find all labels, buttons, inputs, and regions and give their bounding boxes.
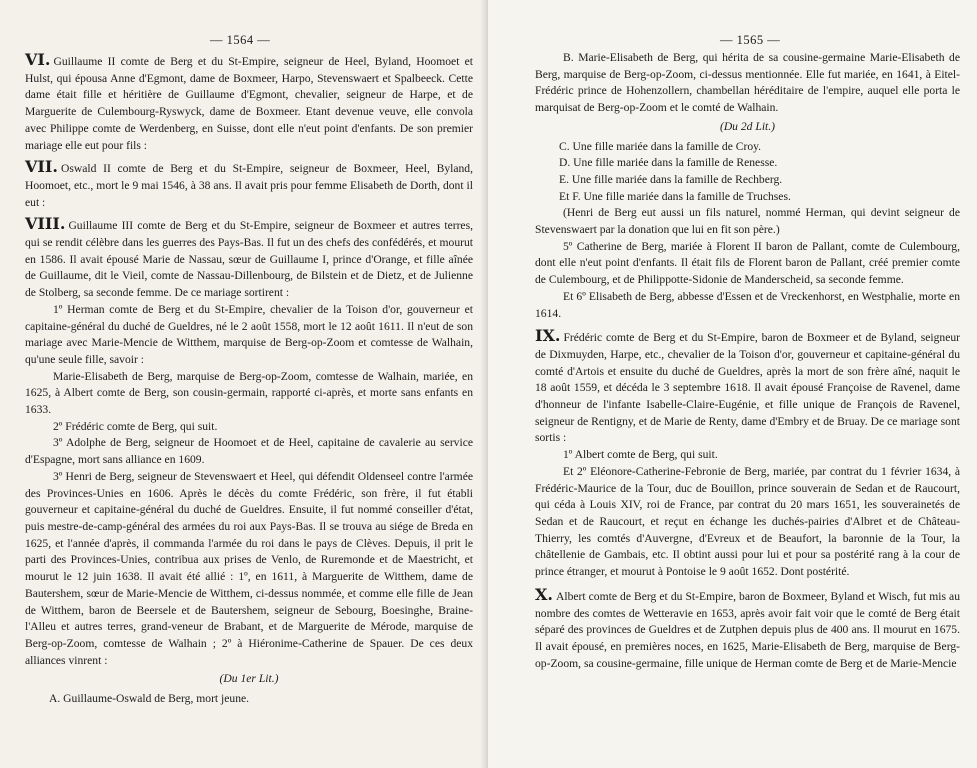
entry-x [535,584,960,673]
roman-numeral: VI. [25,50,51,69]
entry-vii [25,159,473,211]
paragraph: Marie-Elisabeth de Berg, marquise de Berg-op-Zoom, comtesse de Walhain, mariée, en 1625, à Albert comte de Berg, son cousin-germain, rapporté ci-après, et morte sans enfants en 1633. [25,369,473,417]
paragraph: (Henri de Berg eut aussi un fils naturel, nommé Herman, qui devint seigneur de Stevenswaert par la donation que lui en fit son père.) [535,206,960,237]
lit-heading: (Du 2d Lit.) [719,119,776,133]
list-item: C. Une fille mariée dans la famille de Croy. [559,139,762,153]
roman-numeral: X. [535,584,553,604]
list-item: E. Une fille mariée dans la famille de Rechberg. [559,172,783,186]
page-number-right: — 1565 — [720,33,781,47]
left-page [0,0,488,768]
right-page [488,0,977,768]
entry-text: Albert comte de Berg et du St-Empire, baron de Boxmeer, Byland et Wisch, fut mis au nombre des comtes de Wetteravie en 1653, après avoir fait voir que le comté de Berg était séparé des provinces de Gueldres et de Zutphen depuis plus de 400 ans. Il mourut en 1675. Il avait épousé, en premières noces, en 1625, Marie-Elisabeth de Berg, marquise de Berg-op-Zoom, sa cousine-germaine, fille unique de Herman comte de Berg et de Marie-Mencie [535,589,960,670]
roman-numeral: IX. [535,326,561,346]
entry-text: Guillaume II comte de Berg et du St-Empire, seigneur de Heel, Byland, Hoomoet et Hulst, qui épousa Anne d'Egmont, dame de Boxmeer, Harpo, Stevenswaert et Spalbeeck. Cette dame était fille et héritière de Guillaume d'Egmont, chevalier, seigneur de Harpe, et de Marguerite de Culembourg-Ryswyck, dame de Boxmeer. Etant devenue veuve, elle convola avec Philippe comte de Werdenberg, en Suisse, dont elle n'eut point d'enfants. De son premier mariage elle eut pour fils : [25,55,473,152]
paragraph: 1º Herman comte de Berg et du St-Empire, chevalier de la Toison d'or, gouverneur et capitaine-général du duché de Gueldres, né le 2 août 1558, mort le 12 août 1611. Il n'eut de son mariage avec Marie-Mencie de Witthem, marquise de Berg-op-Zoom et comtesse de Walhain, qu'une seule fille, savoir : [25,302,473,366]
paragraph: 2º Frédéric comte de Berg, qui suit. [53,419,218,433]
entry-ix [535,328,960,447]
paragraph: Et 6º Elisabeth de Berg, abbesse d'Essen et de Vreckenhorst, en Westphalie, morte en 1614. [535,289,960,320]
list-item: Et F. Une fille mariée dans la famille de Truchses. [559,189,791,203]
page-number-left: — 1564 — [210,33,271,47]
paragraph: 3º Adolphe de Berg, seigneur de Hoomoet et de Heel, capitaine de cavalerie au service d'Espagne, mort sans alliance en 1609. [25,436,473,467]
list-item: D. Une fille mariée dans la famille de Renesse. [559,156,778,170]
entry-text: Guillaume III comte de Berg et du St-Empire, seigneur de Boxmeer et autres terres, qui se rendit célèbre dans les guerres des Pays-Bas. Il fut un des chefs des confédérés, et mourut en 1586. Il avait épousé Marie de Nassau, sœur de Guillaume I, prince d'Orange, et fille aînée de Guillaume, dit le Vieil, comte de Nassau-Dillenbourg, de Bilstein et de Dietz, et de Julienne de Stolberg, sa seconde femme. De ce mariage sortirent : [25,219,473,300]
entry-viii [25,216,473,302]
paragraph: 1º Albert comte de Berg, qui suit. [563,448,718,462]
roman-numeral: VII. [25,157,58,177]
left-column [25,52,473,708]
list-item: A. Guillaume-Oswald de Berg, mort jeune. [49,692,250,706]
entry-vi [25,52,473,154]
paragraph: B. Marie-Elisabeth de Berg, qui hérita de sa cousine-germaine Marie-Elisabeth de Berg, marquise de Berg-op-Zoom, ci-dessus mentionnée. Elle fut mariée, en 1641, à Eitel-Frédéric prince de Hohenzollern, chambellan héréditaire de l'empire, auquel elle porta le marquisat de Berg-op-Zoom et le comté de Walhain. [535,51,960,115]
right-column [535,50,960,677]
roman-numeral: VIII. [25,214,66,234]
lit-heading: (Du 1er Lit.) [219,672,279,686]
paragraph: Et 2º Eléonore-Catherine-Febronie de Berg, mariée, par contrat du 1 février 1634, à Frédéric-Maurice de la Tour, duc de Bouillon, prince souverain de Sedan et de Raucourt, qui céda à Louis XIV, roi de France, par contrat du 20 mars 1651, les souverainetés de Sedan et de Raucourt, et reçut en échange les duchés-pairies d'Albret et de Château-Thierry, les comtés d'Auvergne, d'Evreux et de Beaufort, la baronnie de la Tour, la châtellenie de Gambais, etc. Il obtint aussi pour lui et pour sa postérité rang à la cour de prince étranger, et mourut à Pontoise le 9 août 1652. Dont postérité. [535,464,960,579]
entry-text: Oswald II comte de Berg et du St-Empire, seigneur de Boxmeer, Heel, Byland, Hoomoet, etc., mort le 9 mai 1546, à 38 ans. Il avait pris pour femme Elisabeth de Dorth, dont il eut : [25,162,473,209]
entry-text: Frédéric comte de Berg et du St-Empire, baron de Boxmeer et de Byland, seigneur de Dixmuyden, Harpe, etc., chevalier de la Toison d'or, gouverneur et capitaine-général du comté d'Artois et ensuite du duché de Gueldres, après la mort de son frère aîné, naquit le 18 août 1559, et décéda le 3 septembre 1618. Il avait épousé Françoise de Ravenel, dame d'honneur de l'infante Isabelle-Claire-Eugénie, et fille unique de François de Ravenel, seigneur de Rentigny, et de Marie de Renty, dame d'Embry et de Bruay. De ce mariage sont sortis : [535,331,960,445]
paragraph: 3º Henri de Berg, seigneur de Stevenswaert et Heel, qui défendit Oldenseel contre l'armée des Provinces-Unies en 1606. Après le décès du comte Frédéric, son frère, il fut établi gouverneur et capitaine-général du duché de Gueldres. Ensuite, il fut nommé conseiller d'état, puis mestre-de-camp-général des armées du roi aux Pays-Bas. Il se trouva au siége de Breda en 1625, et l'année d'après, il commanda l'armée du roi dans le pays de Clèves. Depuis, il prit le parti des Provinces-Unies, contribua aux prises de Venlo, de Ruremonde et de Maestricht, et mourut le 12 juin 1638. Il avait été allié : 1º, en 1611, à Marguerite de Witthem, dame de Bautershem, sœur de Marie-Mencie de Witthem, ci-dessus nommée, et comme elle fille de Jean de Witthem, baron de Beersele et de Bautershem, seigneur de Sebourg, Boesinghe, Braine-l'Alleu et autres terres, grand-veneur de Brabant, et de Marguerite de Mérode, marquise de Berg-op-Zoom, comtesse de Walhain ; 2º à Hiéronime-Catherine de Spauer. De ces deux alliances vinrent : [25,469,473,667]
paragraph: 5º Catherine de Berg, mariée à Florent II baron de Pallant, comte de Culembourg, dont elle n'eut point d'enfants. Il était fils de Florent baron de Pallant, créé premier comte de Culembourg, et de Philippotte-Sidonie de Manderscheid, sa seconde femme. [535,239,960,287]
